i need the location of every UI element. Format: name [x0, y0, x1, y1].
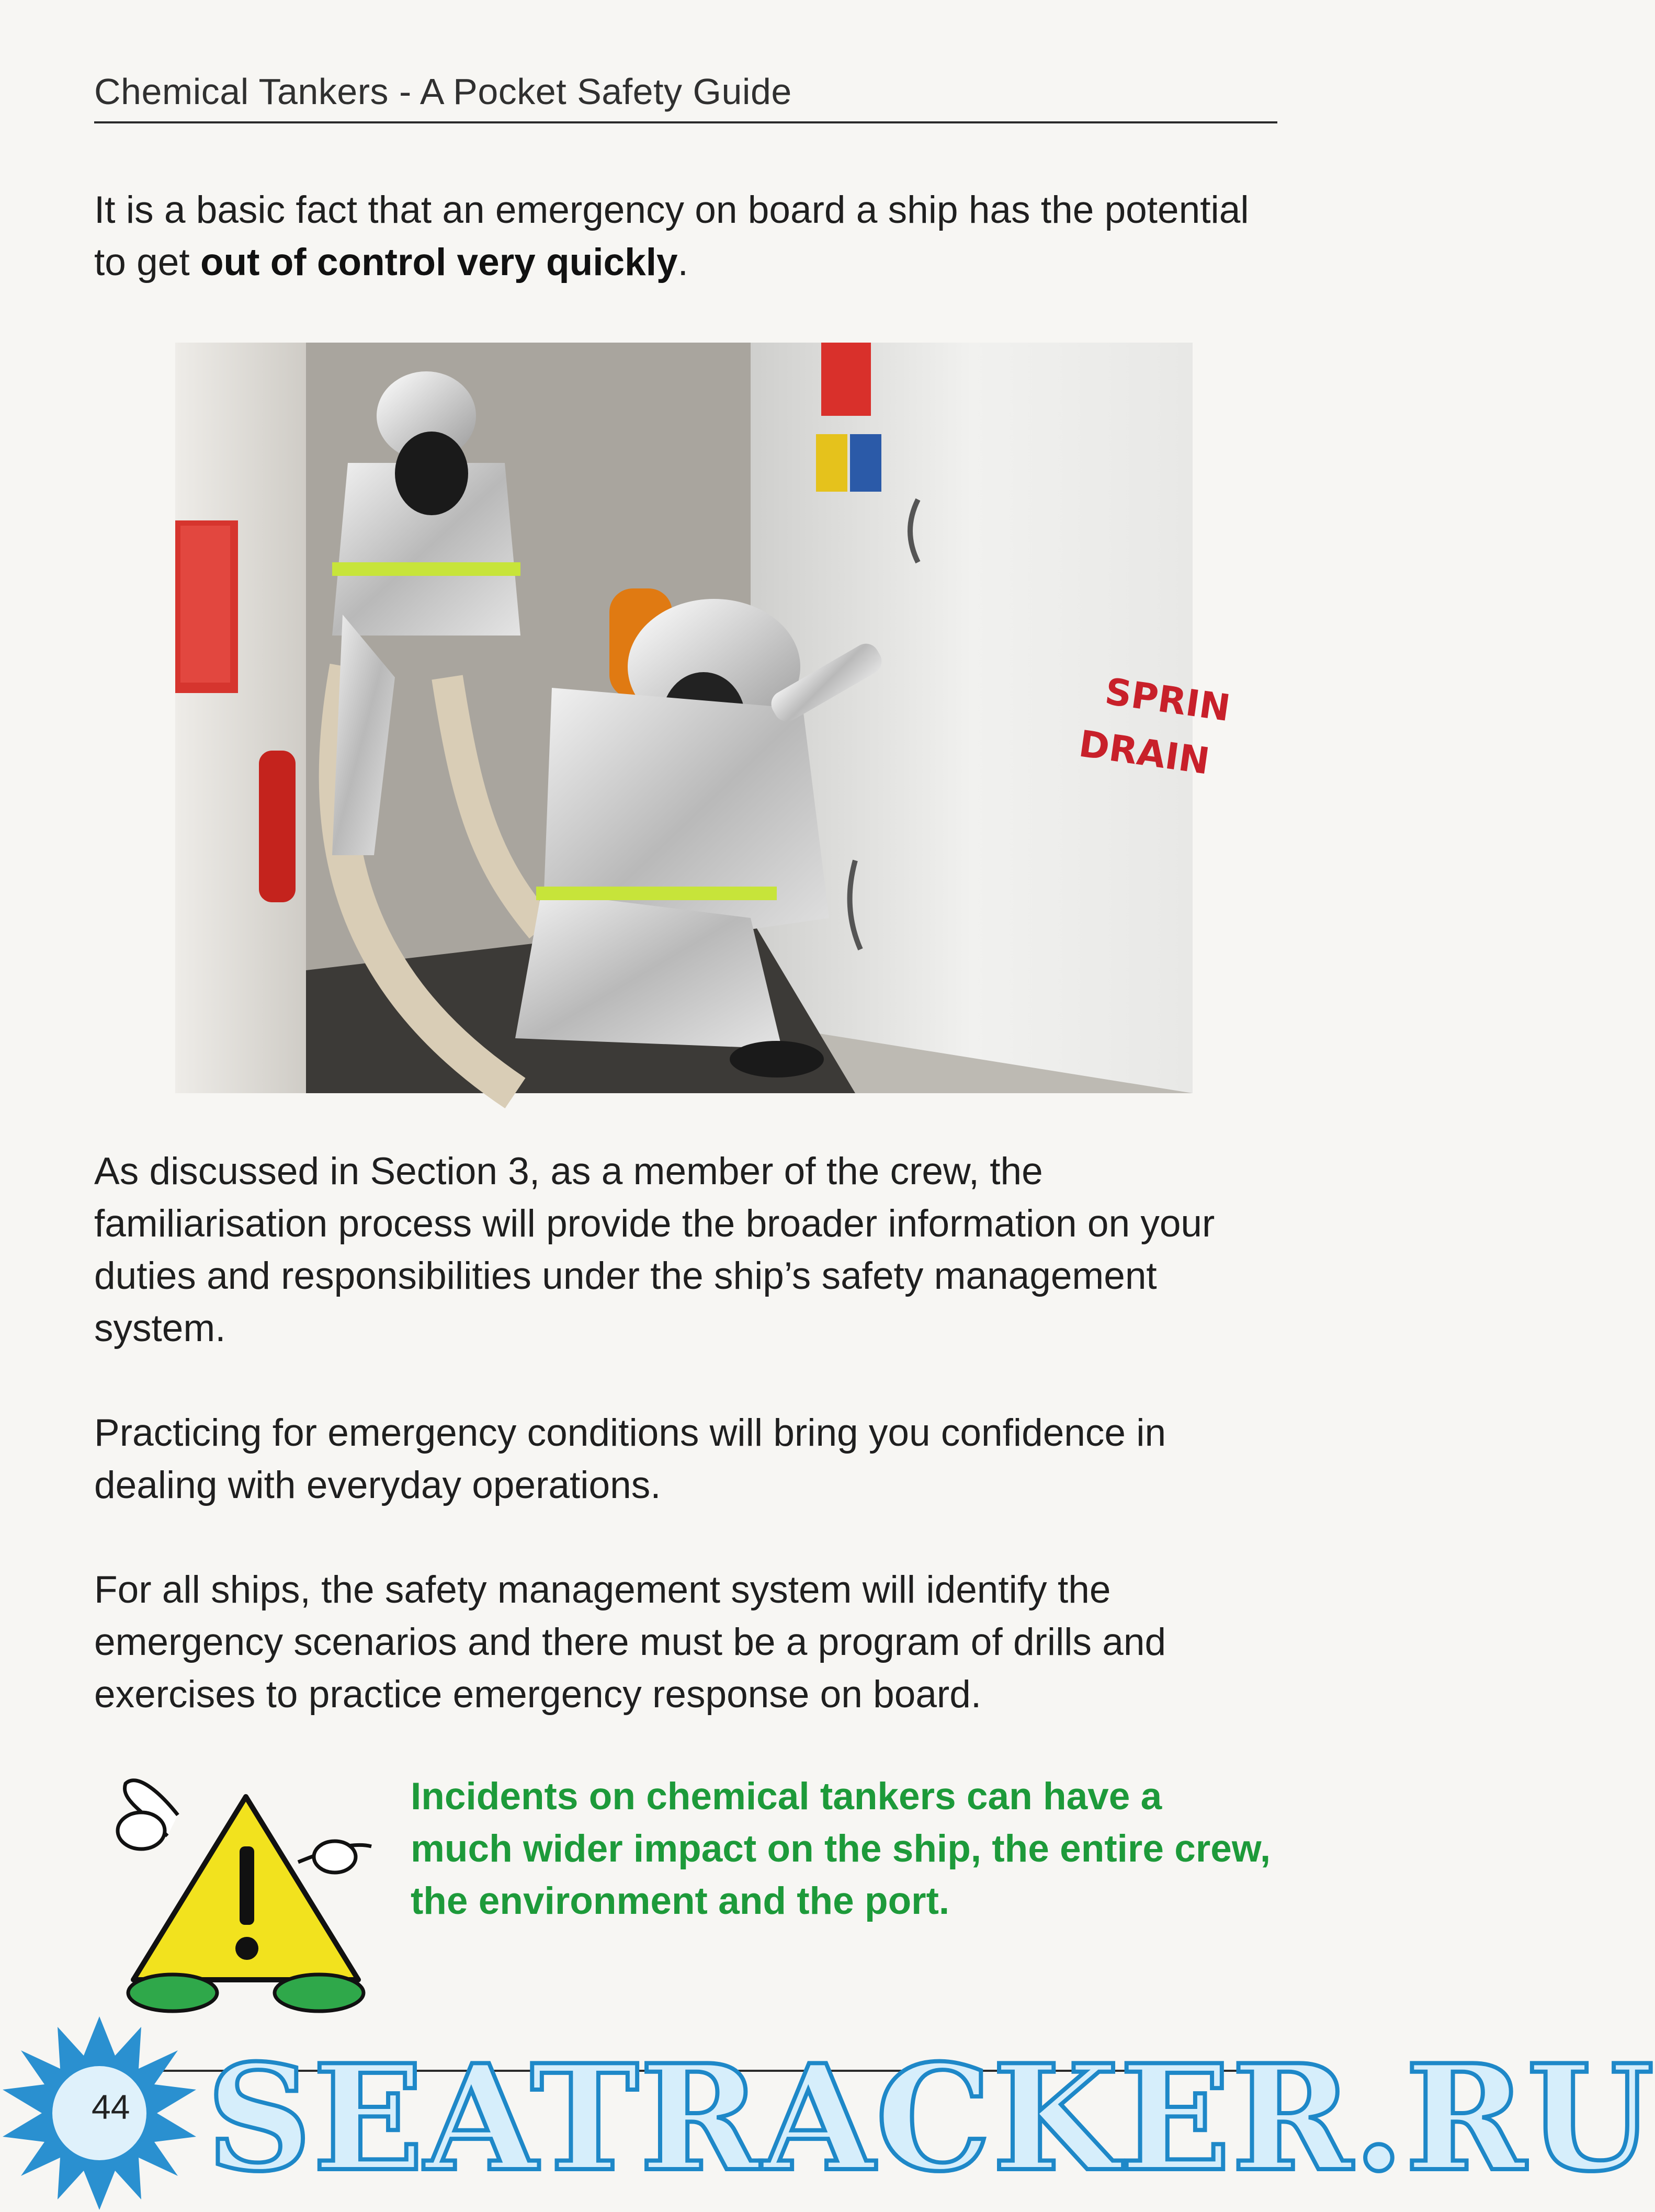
door-sign-line2: DRAIN [1076, 722, 1212, 783]
body-paragraph-1: As discussed in Section 3, as a member of the crew, the familiarisation process will provide the broader information on your duties and responsibilities under the ship’s safety management system. [94, 1150, 1215, 1349]
intro-text: It is a basic fact that an emergency on board a ship has the potential to get [94, 189, 1249, 283]
body-paragraph-2: Practicing for emergency conditions will bring you confidence in dealing with everyday operations. [94, 1412, 1166, 1506]
running-header: Chemical Tankers - A Pocket Safety Guide [94, 71, 792, 112]
intro-emphasis: out of control very quickly [200, 241, 678, 283]
watermark-text: SEATRACKER.RU [207, 2033, 1655, 2204]
page-number: 44 [92, 2088, 130, 2126]
intro-text-end: . [677, 241, 688, 283]
warning-mascot-icon [89, 1768, 403, 2014]
firefighters-photo [175, 343, 1233, 1093]
body-paragraph-3: For all ships, the safety management system will identify the emergency scenarios and there must be a program of drills and exercises to practice emergency response on board. [94, 1569, 1166, 1716]
header-rule [94, 121, 1277, 123]
intro-paragraph [94, 184, 1282, 289]
photo-illustration [175, 343, 1233, 1093]
callout-text: Incidents on chemical tankers can have a much wider impact on the ship, the entire crew, the environment and the port. [411, 1775, 1271, 1922]
door-sign-line1: SPRIN [1102, 670, 1233, 730]
